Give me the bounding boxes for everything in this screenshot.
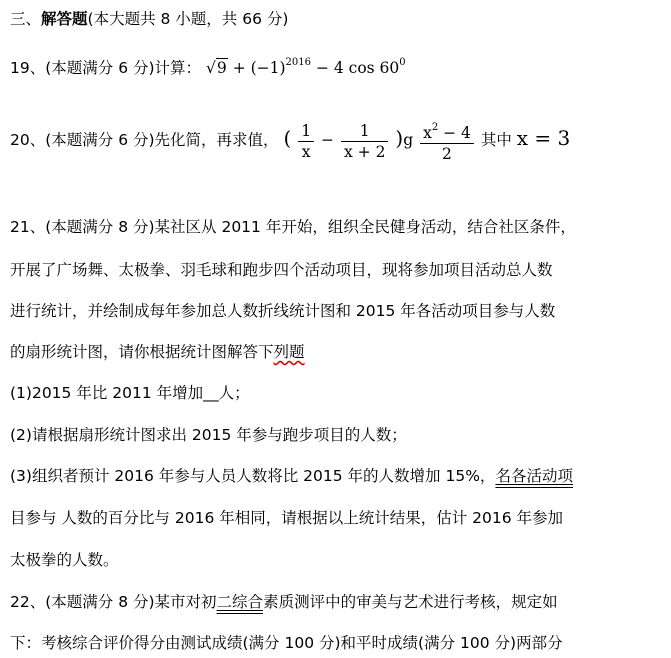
q21-part-2: (2)请根据扇形统计图求出 2015 年参与跑步项目的人数； [10,426,407,444]
frac3-numerator: $x^2 - 4$ [420,118,474,144]
q21-part-1: (1)2015 年比 2011 年增加__人； [10,384,250,402]
q20-fraction-2 [341,121,388,162]
q19-minus-term: − 4 cos 60 [315,59,400,77]
q20-value: x = 3 [516,126,571,150]
q20-g: g [403,131,414,149]
q20-close-paren: ) [395,126,404,150]
q21-line-4: 的扇形统计图，请你根据统计图解答下列题 [10,343,305,361]
q20-fraction-1 [298,121,314,162]
q19-exponent: 2016 [285,57,311,68]
q22-line-2: 下：考核综合评价得分由测试成绩(满分 100 分)和平时成绩(满分 100 分)两部分 [10,634,563,652]
frac2-numerator: 1 [341,121,388,142]
q20-fraction-3 [420,118,474,164]
q21-line-3: 进行统计，并绘制成每年参加总人数折线统计图和 2015 年各活动项目参与人数 [10,302,556,320]
q20-expression [283,121,480,163]
q21-part-3-line-1: (3)组织者预计 2016 年参与人员人数将比 2015 年的人数增加 15%，名各活动项 [10,467,573,485]
q20-minus: − [321,131,335,149]
q19-expression [206,59,406,77]
section-heading: 解答题 [41,10,88,28]
q21-part-3-line-3: 太极拳的人数。 [10,551,119,569]
q20-prefix: 20、(本题满分 6 分)先化简，再求值， [10,131,279,149]
sqrt-radicand: 9 [216,59,227,77]
frac2-denominator: x + 2 [343,142,386,161]
frac1-denominator: x [301,142,311,161]
spellcheck-underline: 列题 [273,343,305,361]
section-title [10,8,288,30]
q19-prefix: 19、(本题满分 6 分)计算： [10,59,202,77]
q20-open-paren: ( [283,126,292,150]
section-note: (本大题共 8 小题，共 66 分) [87,10,289,28]
q22-line-1: 22、(本题满分 8 分)某市对初二综合素质测评中的审美与艺术进行考核，规定如 [10,593,558,611]
question-20 [10,116,570,164]
sqrt-symbol: √9 [205,59,227,77]
grammar-underline: 二综合 [216,593,264,611]
q20-where: 其中 [480,131,512,149]
q21-line-2: 开展了广场舞、太极拳、羽毛球和跑步四个活动项目，现将参加项目活动总人数 [10,261,553,279]
q21-part-3-line-2: 目参与 人数的百分比与 2016 年相同，请根据以上统计结果，估计 2016 年参加 [10,509,564,527]
q19-plus-term: + (−1) [232,59,286,77]
question-19 [10,52,406,79]
q21-line-1: 21、(本题满分 8 分)某社区从 2011 年开始，组织全民健身活动，结合社区条件， [10,218,576,236]
frac3-denominator: 2 [442,145,452,163]
section-number: 三、 [10,10,42,28]
frac1-numerator: 1 [298,121,314,142]
q19-degree: 0 [399,57,406,68]
grammar-underline: 名各活动项 [495,467,573,485]
